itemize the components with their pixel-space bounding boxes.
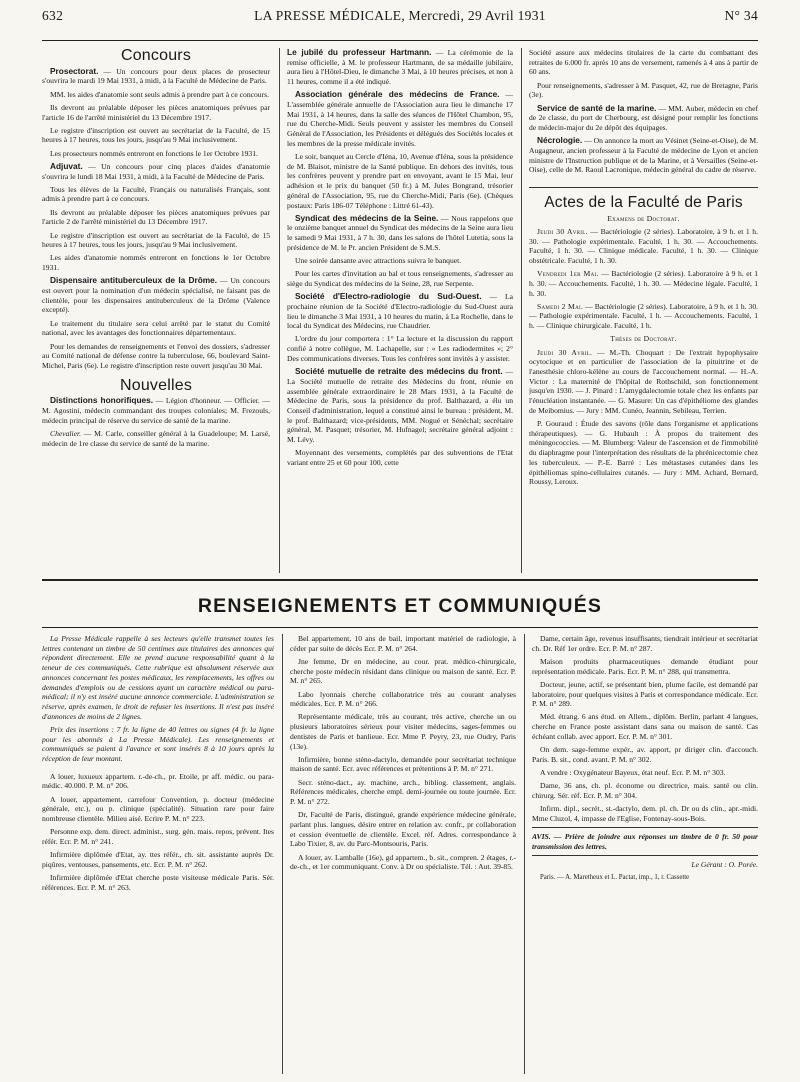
paragraph: MM. les aides d'anatomie sont seuls admis à prendre part à ce concours. xyxy=(50,89,269,99)
section-title-concours: Concours xyxy=(120,48,192,64)
column-ads-1 xyxy=(42,634,274,1074)
paragraph: Société assure aux médecins titulaires de la carte du combattant des retraites de 6.000 fr. après 10 ans de versement, ramenés à 4 ans à partir de 60 ans. xyxy=(529,48,758,77)
classified-ad: Infirmière diplômée d'Etat, ay. ttes référ., ch. sit. assistante auprès Dr. piqûres, ventouses, pansements, etc. Ecr. P. M. n° 262. xyxy=(42,850,274,869)
renseignements-title: RENSEIGNEMENTS ET COMMUNIQUÉS xyxy=(197,595,603,617)
paragraph: Adjuvat. — Un concours pour cinq places d'aides d'anatomie s'ouvrira le lundi 18 Mai 1931, à midi, à la Faculté de Médecine de Paris. xyxy=(42,160,270,181)
notice-intro: La Presse Médicale rappelle à ses lecteurs qu'elle transmet toutes les lettres contenant un timbre de 50 centimes aux titulaires des annonces qui répondent directement. Elle ne prend aucune responsabilité quant à la teneur de ces communiqués. Cette rubrique est absolument réservée aux annonces concernant les postes médicaux, les remplacements, les offres ou demandes d'emplois ou de cessions ayant un caractère médical ou para-médical; il n'y est inséré aucune annonce commerciale. L'administration se réserve, après examen, le droit de refuser les insertions. Il n'est pas inséré d'annonces de moins de 2 lignes. xyxy=(42,634,274,721)
section-title-actes: Actes de la Faculté de Paris xyxy=(529,187,758,208)
paragraph: Samedi 2 Mai. — Bactériologie (2 séries). Laboratoire, à 9 h. et 1 h. 30. — Pathologie expérimentale. Faculté, 1 h. — Accouchements. Faculté, 1 h. — Clinique chirurgicale. Faculté, 1 h. xyxy=(529,301,758,331)
paragraph: Syndicat des médecins de la Seine. — Nous rappelons que le onzième banquet annuel du Syndicat des médecins de la Seine aura lieu le samedi 9 Mai 1931, à 7 h. 30, dans les salons de l'hôtel Lutetia, sous la présidence de M. le Pr. ancien Président de S.M.S. xyxy=(287,212,513,252)
classified-ad: Infirmière, bonne sténo-dactylo, demandée pour secrétariat technique maison de santé. Ecr. avec références et prétentions à P. M. n° 271. xyxy=(290,754,516,774)
classified-ad: Maison produits pharmaceutiques demande étudiant pour représentation médicale. Paris. Ecr. P. M. n° 288, qui transmettra. xyxy=(532,656,758,676)
classified-ad: Représentante médicale, très au courant, très active, cherche un ou plusieurs laboratoires sérieux pour visiter médecins, sages-femmes ou dentistes de Paris et banlieue. Ecr. Mme P. Peyry, 23, rue Oudry, Paris (13e). xyxy=(290,712,516,751)
paragraph: Ils devront au préalable déposer les pièces anatomiques prévues par l'article 2 de l'arrêté ministériel du 13 Décembre 1917. xyxy=(42,207,270,227)
column-divider xyxy=(282,634,283,1074)
paragraph: Prosectorat. — Un concours pour deux places de prosecteur s'ouvrira le mardi 19 Mai 1931, à midi, à la Faculté de Médecine de Paris. xyxy=(42,65,270,86)
notice-prices: Prix des insertions : 7 fr. la ligne de 40 lettres ou signes (4 fr. la ligne pour les abonnés à La Presse Médicale). Les renseignements et communiqués se paient à l'avance et sont insérés 8 à 10 jours après la réception de leur montant. xyxy=(42,724,274,763)
header-rule xyxy=(42,40,758,41)
paragraph: Tous les élèves de la Faculté, Français ou naturalisés Français, sont admis à prendre part à ce concours. xyxy=(42,184,270,204)
paragraph: Association générale des médecins de France. — L'assemblée générale annuelle de l'Association aura lieu le dimanche 17 Mai 1931, à 14 heures, dans la salle des séances de l'Hôtel Chambon, 95, rue du Cherche-Midi. Seuls peuvent y assister les membres du Conseil Général de l'Association, les Présidents et délégués des Sociétés locales et les membres de la presse médicale invités. xyxy=(287,89,513,148)
classified-ad: Dame, certain âge, revenus insuffisants, tiendrait intérieur et secrétariat ch. Dr. Réf 1er ordre. Ecr. P. M. n° 287. xyxy=(532,634,758,653)
paragraph: Une soirée dansante avec attractions suivra le banquet. xyxy=(295,256,462,266)
paragraph: Société d'Electro-radiologie du Sud-Ouest. — La prochaine réunion de la Société d'Electro-radiologie du Sud-Ouest aura lieu le dimanche 3 Mai 1931, à 10 heures du matin, à La Rochelle, dans le local du Syndicat des Médecins, rue Chaudrier. xyxy=(287,291,513,331)
classified-ad: Secr. sténo-dact., ay. machine, arch., bibliog. classement, anglais. Références médicales, cherche empl. demi-journée ou toute journée. Ecr. P. M. n° 272. xyxy=(290,777,516,807)
paragraph: Pour les cartes d'invitation au bal et tous renseignements, s'adresser au siège du Syndicat des médecins de la Seine, 28, rue Serpente. xyxy=(287,269,513,288)
column-divider xyxy=(521,48,522,573)
column-divider xyxy=(279,48,280,573)
paragraph: Les prosecteurs nommés entreront en fonctions le 1er Octobre 1931. xyxy=(50,148,258,158)
classified-ad: A louer, appartement, carrefour Convention, p. docteur (médecine générale, etc.), ou p. clinique (spécialité). Situation rare pour faire nombreuse clientèle. Milieu aisé. Ecrire P. M. n° 223. xyxy=(42,794,274,823)
classified-ad: Docteur, jeune, actif, se présentant bien, plume facile, est demandé par laboratoire, pour quelques visites à Paris et correspondance médicale. Ecr. P. M. n° 289. xyxy=(532,679,758,709)
classified-ad: A louer, luxueux appartem. r.-de-ch., pr. Etoile, pr aff. médic. ou para-médic. 40.000. P. M. n° 206. xyxy=(42,771,274,791)
section-rule xyxy=(42,627,758,628)
classified-ad: Personne exp. dem. direct. administ., surg. gén. mais. repos, prévent. Ites référ. Ecr. P. M. n° 241. xyxy=(42,827,274,846)
paragraph: Le registre d'inscription est ouvert au secrétariat de la Faculté, de 15 heures à 17 heures, tous les jours, jusqu'au 9 Mai inclusivement. xyxy=(42,125,270,145)
paragraph: Le registre d'inscription est ouvert au secrétariat de la Faculté, de 15 heures à 17 heures, tous les jours, jusqu'au 9 Mai inclusivement. xyxy=(42,230,270,250)
column-news xyxy=(287,48,513,573)
classified-ad: Labo lyonnais cherche collaboratrice très au courant analyses médicales. Ecr. P. M. n° 266. xyxy=(290,689,516,709)
paragraph: Distinctions honorifiques. — Légion d'honneur. — Officier. — M. Agostini, médecin commandant des troupes coloniales; M. Frezouls, médecin principal de réserve du service de santé de la marine. xyxy=(42,395,270,425)
column-concours xyxy=(42,48,270,573)
classified-ad: Méd. étrang. 6 ans étud. en Allem., diplôm. Berlin, parlant 4 langues, cherche en France poste assistant dans sana ou maison de santé. Cas échéant collab. avec apport. Ecr. P. M. n° 301. xyxy=(532,712,758,741)
paragraph: Le jubilé du professeur Hartmann. — La cérémonie de la remise officielle, à M. le professeur Hartmann, de sa médaille jubilaire, aura lieu à l'Hôtel-Dieu, le dimanche 3 Mai, à 10 heures précises, et non à 11 heures, comme il a été indiqué. xyxy=(287,48,513,87)
section-title-nouvelles: Nouvelles xyxy=(119,376,193,394)
avis-notice: AVIS. — Prière de joindre aux réponses un timbre de 0 fr. 50 pour transmission des lettres. xyxy=(532,827,758,856)
paragraph: Moyennant des versements, complétés par des subventions de l'Etat variant entre 25 et 60 pour 100, cette xyxy=(287,448,513,467)
paragraph: Dispensaire antituberculeux de la Drôme. — Un concours est ouvert pour la nomination d'un médecin spécialisé, ne faisant pas de clientèle, pour les dispensaires antituberculeux de la Drôme (Valence excepté). xyxy=(42,275,270,315)
page-number: 632 xyxy=(42,8,64,23)
subheading: Thèses de Doctorat. xyxy=(610,334,677,344)
classified-ad: A vendre : Oxygénateur Bayeux, état neuf. Ecr. P. M. n° 303. xyxy=(540,767,726,777)
paragraph: Pour les demandes de renseignements et l'envoi des dossiers, s'adresser au Comité national de défense contre la tuberculose, 66, boulevard Saint-Michel, Paris (6e). Le registre d'inscription reste ouvert jusqu'au 30 Mai. xyxy=(42,341,270,370)
paragraph: Service de santé de la marine. — MM. Auber, médecin en chef de 2e classe, du port de Cherbourg, est désigné pour remplir les fonctions de médecin-major du 2e dépôt des équipages. xyxy=(529,102,758,132)
classified-ad: Jne femme, Dr en médecine, au cour. prat. médico-chirurgicale, cherche poste médecin résidant dans clinique ou maison de santé. Ecr. P. M. n° 265. xyxy=(290,656,516,686)
paragraph: Nécrologie. — On annonce la mort au Vésinet (Seine-et-Oise), de M. Augagneur, ancien professeur à la Faculté de médecine de Lyon et ancien ministre de l'Instruction publique et de la Marine, et à Versailles (Seine-et-Oise), celle de M. Raoul Lacronique, médecin général du cadre de réserve. xyxy=(529,135,758,175)
column-ads-2 xyxy=(290,634,516,1074)
paragraph: Vendredi 1er Mai. — Bactériologie (2 séries). Laboratoire à 9 h. et 1 h. 30. — Accouchements. Faculté, 1 h. 30. — Médecine légale. Faculté, 1 h. 30. xyxy=(529,269,758,298)
classified-ad: Dr, Faculté de Paris, distingué, grande expérience médecine générale, parlant plus. langues, désire entrer en relation av. confr., pr collaboration et cession éventuelle de clientèle. Excel. réf. Adres. correspondance à Labo Tixier, 8, av. du Parc-Montsouris, Paris. xyxy=(290,810,516,849)
paragraph: Pour renseignements, s'adresser à M. Pasquet, 42, rue de Bretagne, Paris (3e). xyxy=(529,80,758,100)
paragraph: Chevalier. — M. Carle, conseiller général à la Guadeloupe; M. Larsé, médecin de 1re classe du service de santé de la marine. xyxy=(42,429,270,448)
paragraph: Jeudi 30 Avril. — M.-Th. Choquart : De l'extrait hypophysaire ocytocique et en particulier de l'association de la pituitrine et de l'anesthésie chloro-kélène au cours de l'accouchement normal. — H.-A. Victor : La maternité de l'hôpital de Rothschild, son fonctionnement jusqu'en 1930. — J. Pinard : L'amygdalectomie totale chez les enfants par l'énucléation instantanée. — G. Masure: Un cas d'épithéliome des glandes de Meibomius. — Jury : MM. Cunéo, Jeannin, Sebileau, Terrien. xyxy=(529,347,758,415)
classified-ad: Infirm. dipl., secrét., st.-dactylo, dem. pl. ch. Dr ou ds clin., apr.-midi. Mme Cluzol, 4, impasse de l'Eglise, Fontenay-sous-Bois. xyxy=(532,804,758,823)
subheading: Examens de Doctorat. xyxy=(607,213,680,223)
journal-title: LA PRESSE MÉDICALE, Mercredi, 29 Avril 1931 xyxy=(254,8,546,23)
paragraph: Le soir, banquet au Cercle d'Iéna, 10, Avenue d'Iéna, sous la présidence de M. Blaisot, ministre de la Santé publique. En dehors des invités, tous les confrères peuvent y prendre part en envoyant, avant le 15 Mai, leur adhésion et le prix du banquet (50 fr.) à M. Jules Bongrand, trésorier général de l'Association, 95, rue du Cherche-Midi, Paris (6e). (Chèques postaux: Paris 186-07 Téléphone : Littré 61-43). xyxy=(287,152,513,210)
column-faculte xyxy=(529,48,758,573)
classified-ad: Bel appartement, 10 ans de bail, important matériel de radiologie, à céder par suite de décès Ecr. P. M. n° 264. xyxy=(290,634,516,653)
paragraph: Jeudi 30 Avril. — Bactériologie (2 séries). Laboratoire, à 9 h. et 1 h. 30. — Pathologie expérimentale. Faculté, 1 h. 30. — Accouchements. Faculté, 1 h. 30. — Clinique médicale. Faculté, 1 h. 30. — Clinique obstétricale. Faculté, 1 h. 30. xyxy=(529,226,758,265)
issue-number: N° 34 xyxy=(724,8,758,23)
classified-ad: Dame, 36 ans, ch. pl. économe ou directrice, mais. santé ou clin. chirurg. Sér. réf. Ecr. P. M. n° 304. xyxy=(532,781,758,800)
paragraph: L'ordre du jour comportera : 1° La lecture et la discussion du rapport confié à notre collègue, M. Lachapelle, sur : « Les radiodermites »; 2° Des communications diverses. Tous les confrères sont invités à y assister. xyxy=(287,334,513,363)
paragraph: Société mutuelle de retraite des médecins du front. — La Société mutuelle de retraite des Médecins du front, réunie en assemblée générale extraordinaire le 28 Mars 1931, à la Faculté de Médecine de Paris, sous la présidence du prof. Balthazard, a élu un Conseil d'administration, lequel a constitué ainsi le bureau : président, M. le prof. Balthazard; vice-présidents, MM. Nogué et Sénéchal; secrétaire général, M. Pasquet; trésorier, M. Hufnagel; secrétaire général adjoint : M. Lévy. xyxy=(287,366,513,445)
classified-ad: On dem. sage-femme expér., av. apport, pr diriger clin. d'accouch. Paris. B. sit., cond. avant. P. M. n° 302. xyxy=(532,745,758,764)
section-rule xyxy=(42,579,758,581)
paragraph: Le traitement du titulaire sera celui arrêté par le statut du Comité national, avec les avantages des fonctionnaires départementaux. xyxy=(42,318,270,338)
paragraph: Les aides d'anatomie nommés entreront en fonctions le 1er Octobre 1931. xyxy=(42,253,270,273)
page-header xyxy=(42,2,758,36)
column-divider xyxy=(524,634,525,1074)
column-ads-3 xyxy=(532,634,758,1074)
printer-imprint: Paris. — A. Maretheux et L. Pactat, imp., 1, r. Cassette xyxy=(540,874,690,882)
paragraph: Ils devront au préalable déposer les pièces anatomiques prévues par l'article 16 de l'arrêté ministériel du 13 Décembre 1917. xyxy=(42,102,270,122)
paragraph: P. Gouraud : Étude des savons (rôle dans l'organisme et applications thérapeutiques). — G. Hubault : À propos du traitement des méningococcies. — M. Blumberg: Valeur de l'ascension et de l'immobilité du diaphragme pour l'interprétation des résultats de la phrénicectomie chez les tuberculeux. — P.-E. Barré : Les métastases cutanées dans les épithéliomas spino-cellulaires cutanés. — Jury : MM. Achard, Bernard, Roussy, Leroux. xyxy=(529,419,758,487)
classified-ad: Infirmière diplômée d'Etat cherche poste visiteuse médicale Paris. Sér. références. Ecr. P. M. n° 263. xyxy=(42,872,274,892)
gerant-signature: Le Gérant : O. Porée. xyxy=(691,859,758,869)
classified-ad: A louer, av. Lamballe (16e), gd appartem., b. sit., compren. 2 étages, r.-de-ch., et 1er communiquant. Conv. à Dr ou spécialiste. Tél. : Aut. 39-85. xyxy=(290,852,516,872)
